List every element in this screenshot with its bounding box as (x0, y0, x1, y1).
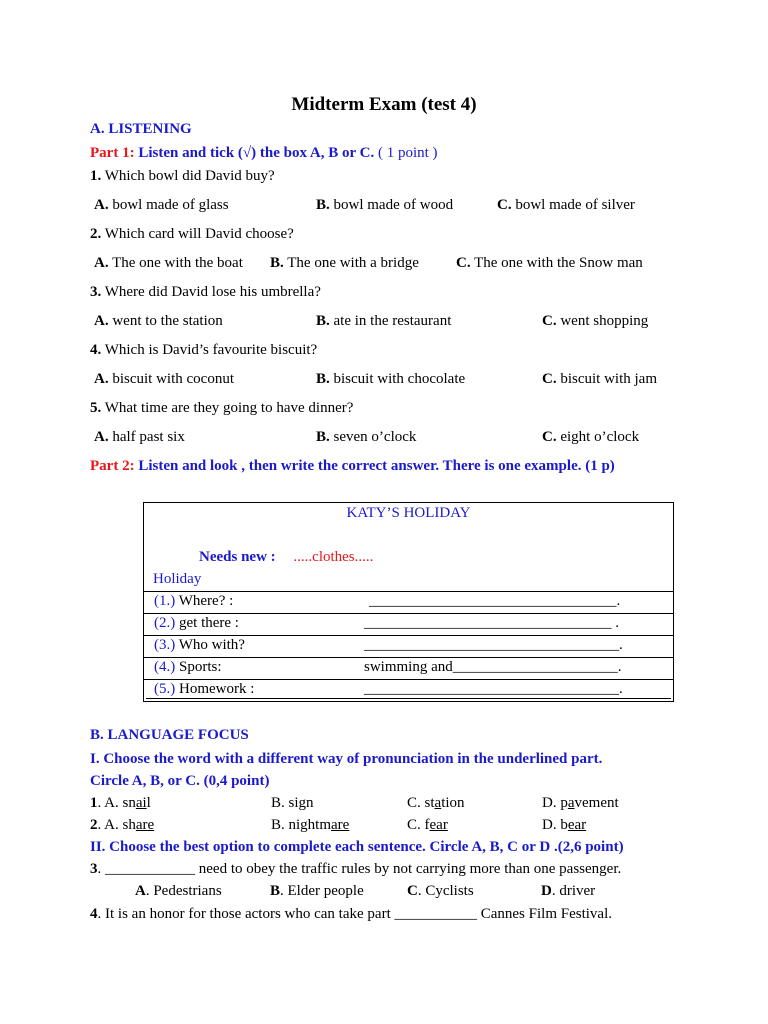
part2-instruction: Part 2: Listen and look , then write the correct answer. There is one example. (1 p) (90, 458, 615, 474)
part1-text: Listen and tick (√) the box A, B or C. (138, 145, 375, 161)
holiday-row-5: (5.) Homework : (154, 681, 255, 697)
needs-new-row: Needs new : .....clothes..... (199, 549, 374, 565)
q4-option-a[interactable]: A. biscuit with coconut (94, 371, 234, 387)
page-title: Midterm Exam (test 4) (291, 94, 477, 115)
q5-option-b[interactable]: B. seven o’clock (316, 429, 417, 445)
q5-option-a[interactable]: A. half past six (94, 429, 185, 445)
b3-option-a[interactable]: A. Pedestrians (135, 883, 222, 899)
holiday-row-1: (1.) Where? : (154, 593, 234, 609)
q1-option-c[interactable]: C. bowl made of silver (497, 197, 635, 213)
q4-option-b[interactable]: B. biscuit with chocolate (316, 371, 466, 387)
part-ii-instruction: II. Choose the best option to complete each sentence. Circle A, B, C or D .(2,6 point) (90, 839, 624, 855)
answer-line-3[interactable]: __________________________________. (364, 637, 623, 653)
q3-option-c[interactable]: C. went shopping (542, 313, 649, 329)
pron-2-option-b[interactable]: B. nightmare (271, 817, 350, 833)
q5-option-c[interactable]: C. eight o’clock (542, 429, 640, 445)
pron-1-option-d[interactable]: D. pavement (542, 795, 619, 811)
question-4: 4. Which is David’s favourite biscuit? (90, 342, 318, 358)
holiday-row-2: (2.) get there : (154, 615, 239, 631)
pron-2-option-d[interactable]: D. bear (542, 817, 587, 833)
q2-option-b[interactable]: B. The one with a bridge (270, 255, 419, 271)
part1-label: Part 1: (90, 145, 135, 161)
part-i-instruction-1: I. Choose the word with a different way of pronunciation in the underlined part. (90, 751, 603, 767)
answer-line-4[interactable]: swimming and______________________. (364, 659, 622, 675)
section-b-heading: B. LANGUAGE FOCUS (90, 727, 249, 743)
pron-2-option-c[interactable]: C. fear (407, 817, 448, 833)
question-2: 2. Which card will David choose? (90, 226, 294, 242)
b3-option-c[interactable]: C. Cyclists (407, 883, 474, 899)
section-a-heading: A. LISTENING (90, 121, 192, 137)
q2-option-a[interactable]: A. The one with the boat (94, 255, 243, 271)
q1-option-a[interactable]: A. bowl made of glass (94, 197, 229, 213)
b3-option-d[interactable]: D. driver (541, 883, 596, 899)
q2-option-c[interactable]: C. The one with the Snow man (456, 255, 643, 271)
holiday-row-4: (4.) Sports: (154, 659, 222, 675)
answer-line-5[interactable]: __________________________________. (364, 681, 623, 697)
q3-option-b[interactable]: B. ate in the restaurant (316, 313, 452, 329)
holiday-label: Holiday (153, 571, 202, 587)
pron-1-option-a[interactable]: 1. A. snail (90, 795, 151, 811)
answer-line-2[interactable]: _________________________________ . (364, 615, 619, 631)
part1-instruction (90, 145, 438, 162)
q1-option-b[interactable]: B. bowl made of wood (316, 197, 454, 213)
b3-option-b[interactable]: B. Elder people (270, 883, 364, 899)
pron-1-option-c[interactable]: C. station (407, 795, 465, 811)
q3-option-a[interactable]: A. went to the station (94, 313, 223, 329)
part1-points: ( 1 point ) (377, 145, 438, 161)
q4-option-c[interactable]: C. biscuit with jam (542, 371, 658, 387)
question-b3: 3. ____________ need to obey the traffic rules by not carrying more than one passenger. (90, 861, 622, 877)
question-b4: 4. It is an honor for those actors who can take part ___________ Cannes Film Festival. (90, 906, 612, 922)
holiday-row-3: (3.) Who with? (154, 637, 245, 653)
pron-1-option-b[interactable]: B. sign (271, 795, 314, 811)
katys-holiday-title: KATY’S HOLIDAY (346, 505, 471, 521)
question-3: 3. Where did David lose his umbrella? (90, 284, 321, 300)
part-i-instruction-2: Circle A, B, or C. (0,4 point) (90, 773, 270, 789)
pron-2-option-a[interactable]: 2. A. share (90, 817, 155, 833)
katys-holiday-table (143, 502, 674, 702)
answer-line-1[interactable]: _________________________________. (369, 593, 621, 609)
question-5: 5. What time are they going to have dinner? (90, 400, 354, 416)
question-1: 1. Which bowl did David buy? (90, 168, 275, 184)
